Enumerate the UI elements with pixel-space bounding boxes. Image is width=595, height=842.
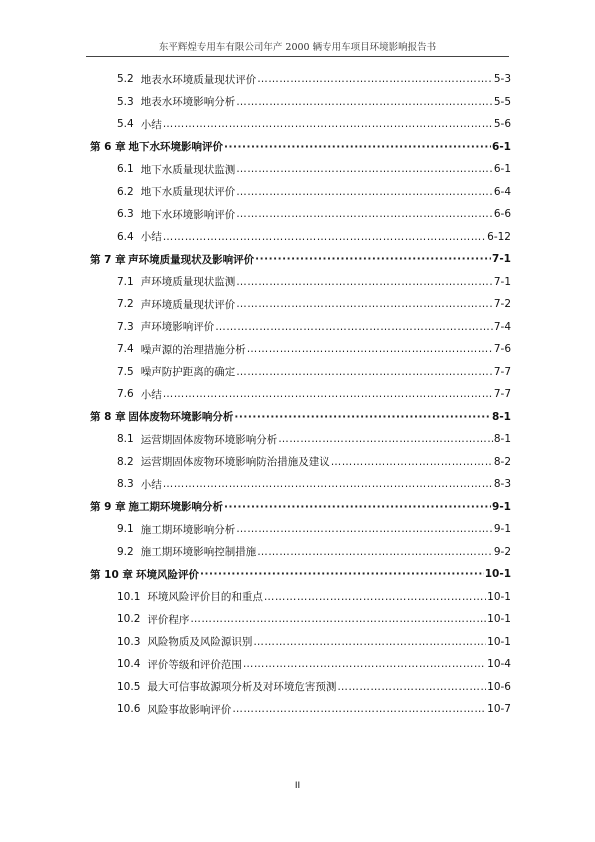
toc-leader-dots	[257, 546, 493, 558]
header-rule	[86, 56, 509, 57]
toc-leader-dots	[236, 208, 493, 220]
toc-chapter-entry[interactable]	[90, 406, 511, 428]
toc-entry-page: 8-1	[493, 433, 511, 445]
toc-entry-number: 6.3	[117, 208, 134, 220]
toc-section-entry[interactable]	[117, 226, 511, 248]
toc-entry-number: 10.2	[117, 613, 141, 625]
toc-section-entry[interactable]	[117, 653, 511, 675]
toc-entry-number: 10.4	[117, 658, 141, 670]
toc-section-entry[interactable]	[117, 428, 511, 450]
toc-section-entry[interactable]	[117, 361, 511, 383]
toc-leader-dots	[232, 703, 486, 715]
toc-leader-dots	[243, 658, 486, 670]
toc-entry-title: 小结	[140, 478, 162, 491]
toc-entry-page: 6-6	[493, 208, 511, 220]
toc-entry-page: 5-6	[493, 118, 511, 130]
toc-entry-number: 5.4	[117, 118, 134, 130]
toc-entry-number: 8.1	[117, 433, 134, 445]
toc-entry-page: 5-5	[493, 95, 511, 108]
toc-entry-page: 10-4	[487, 658, 511, 670]
toc-entry-page: 8-3	[493, 478, 511, 490]
toc-entry-number: 7.6	[117, 388, 134, 400]
toc-leader-dots	[224, 501, 491, 513]
toc-entry-page: 10-1	[487, 635, 511, 648]
toc-entry-page: 7-7	[493, 365, 511, 378]
toc-entry-title: 噪声防护距离的确定	[140, 366, 236, 378]
toc-section-entry[interactable]	[117, 676, 511, 698]
toc-entry-number: 7.4	[117, 343, 134, 355]
toc-entry-title: 地下水质量现状监测	[140, 163, 236, 176]
toc-leader-dots	[163, 388, 493, 400]
toc-entry-number: 第 8 章	[90, 411, 126, 423]
toc-entry-title: 施工期环境影响分析	[140, 523, 236, 536]
toc-leader-dots	[163, 478, 493, 490]
toc-entry-number: 8.2	[117, 455, 134, 468]
toc-entry-title: 环境风险评价目的和重点	[147, 591, 263, 603]
toc-leader-dots	[163, 231, 486, 243]
toc-entry-number: 7.3	[117, 320, 134, 333]
toc-entry-title: 评价等级和评价范围	[147, 658, 242, 671]
toc-entry-title: 声环境质量现状监测	[140, 276, 236, 288]
toc-entry-page: 8-1	[492, 410, 511, 423]
toc-entry-number: 6.2	[117, 185, 134, 198]
toc-leader-dots	[236, 96, 493, 108]
toc-leader-dots	[247, 343, 493, 355]
toc-entry-page: 9-1	[492, 500, 511, 513]
toc-entry-number: 第 9 章	[90, 501, 126, 513]
toc-entry-title: 固体废物环境影响分析	[128, 411, 234, 423]
toc-entry-page: 6-1	[492, 140, 511, 153]
toc-section-entry[interactable]	[117, 451, 511, 473]
toc-entry-number: 第 10 章	[90, 568, 133, 581]
toc-entry-title: 施工期环境影响控制措施	[140, 546, 257, 558]
toc-leader-dots	[200, 568, 484, 580]
toc-entry-number: 9.1	[117, 523, 134, 535]
toc-leader-dots	[215, 321, 493, 333]
toc-entry-title: 小结	[140, 231, 162, 243]
toc-section-entry[interactable]	[117, 518, 511, 540]
toc-section-entry[interactable]	[117, 338, 511, 360]
toc-section-entry[interactable]	[117, 473, 511, 495]
toc-entry-number: 6.4	[117, 230, 134, 243]
toc-entry-number: 第 7 章	[90, 253, 126, 266]
toc-entry-page: 7-6	[493, 343, 511, 355]
toc-section-entry[interactable]	[117, 203, 511, 225]
toc-entry-number: 9.2	[117, 545, 134, 558]
toc-entry-page: 10-1	[487, 590, 511, 603]
toc-leader-dots	[236, 523, 493, 535]
toc-entry-number: 第 6 章	[90, 141, 126, 153]
toc-entry-title: 地表水环境质量现状评价	[140, 73, 257, 86]
toc-entry-page: 7-2	[493, 298, 511, 310]
toc-entry-page: 9-2	[493, 545, 511, 558]
toc-entry-page: 6-4	[493, 185, 511, 198]
toc-entry-page: 5-3	[493, 73, 511, 85]
toc-section-entry[interactable]	[117, 271, 511, 293]
toc-entry-number: 10.5	[117, 680, 141, 693]
toc-entry-page: 6-12	[487, 230, 511, 243]
toc-entry-page: 10-1	[484, 568, 511, 580]
toc-entry-title: 噪声源的治理措施分析	[140, 343, 246, 356]
toc-section-entry[interactable]	[117, 158, 511, 180]
toc-leader-dots	[236, 366, 493, 378]
toc-leader-dots	[257, 73, 493, 85]
toc-chapter-entry[interactable]	[90, 496, 511, 518]
toc-entry-title: 地下水环境影响评价	[128, 141, 224, 153]
toc-entry-title: 地下水质量现状评价	[140, 186, 236, 198]
toc-entry-page: 7-1	[493, 275, 511, 288]
toc-chapter-entry[interactable]	[90, 563, 511, 585]
toc-entry-number: 7.1	[117, 275, 134, 288]
toc-chapter-entry[interactable]	[90, 248, 511, 270]
toc-entry-page: 6-1	[493, 163, 511, 175]
toc-leader-dots	[236, 298, 493, 310]
toc-leader-dots	[264, 591, 486, 603]
toc-entry-number: 5.3	[117, 95, 134, 108]
toc-section-entry[interactable]	[117, 698, 511, 720]
toc-entry-title: 风险事故影响评价	[147, 703, 232, 716]
toc-leader-dots	[190, 613, 486, 625]
toc-leader-dots	[331, 456, 493, 468]
toc-section-entry[interactable]	[117, 181, 511, 203]
toc-section-entry[interactable]	[117, 541, 511, 563]
toc-leader-dots	[234, 411, 491, 423]
toc-leader-dots	[278, 433, 493, 445]
toc-leader-dots	[236, 186, 493, 198]
toc-section-entry[interactable]	[117, 586, 511, 608]
toc-section-entry[interactable]	[117, 91, 511, 113]
toc-entry-page: 7-4	[493, 320, 511, 333]
toc-section-entry[interactable]	[117, 608, 511, 630]
toc-section-entry[interactable]	[117, 316, 511, 338]
toc-entry-number: 7.2	[117, 298, 134, 310]
toc-leader-dots	[224, 141, 491, 153]
toc-entry-title: 地下水环境影响评价	[140, 208, 236, 221]
toc-section-entry[interactable]	[117, 293, 511, 315]
toc-entry-number: 10.6	[117, 703, 141, 715]
toc-entry-number: 10.3	[117, 635, 141, 648]
toc-section-entry[interactable]	[117, 631, 511, 653]
toc-entry-number: 5.2	[117, 73, 134, 85]
toc-entry-title: 最大可信事故源项分析及对环境危害预测	[147, 681, 337, 693]
toc-entry-page: 10-7	[487, 703, 511, 715]
toc-entry-page: 10-1	[487, 613, 511, 625]
toc-section-entry[interactable]	[117, 113, 511, 135]
toc-leader-dots	[236, 163, 493, 175]
toc-entry-title: 小结	[140, 118, 162, 131]
toc-entry-title: 声环境质量现状评价	[140, 298, 236, 311]
toc-leader-dots	[337, 681, 486, 693]
toc-entry-title: 环境风险评价	[136, 568, 200, 581]
toc-leader-dots	[253, 636, 486, 648]
toc-entry-page: 10-6	[487, 680, 511, 693]
toc-entry-title: 声环境影响评价	[140, 321, 215, 333]
toc-entry-title: 运营期固体废物环境影响分析	[140, 433, 278, 446]
page-number: II	[294, 781, 301, 791]
toc-entry-title: 声环境质量现状及影响评价	[128, 253, 255, 266]
toc-entry-number: 8.3	[117, 478, 134, 490]
toc-entry-page: 8-2	[493, 455, 511, 468]
toc-leader-dots	[255, 253, 491, 265]
toc-entry-title: 风险物质及风险源识别	[147, 636, 253, 648]
toc-section-entry[interactable]	[117, 68, 511, 90]
toc-entry-page: 7-1	[492, 253, 511, 265]
toc-leader-dots	[236, 276, 493, 288]
toc-entry-number: 10.1	[117, 590, 141, 603]
toc-entry-title: 小结	[140, 388, 162, 401]
running-header: 东平辉煌专用车有限公司年产 2000 辆专用车项目环境影响报告书	[158, 42, 437, 53]
toc-chapter-entry[interactable]	[90, 136, 511, 158]
toc-section-entry[interactable]	[117, 383, 511, 405]
toc-entry-number: 6.1	[117, 163, 134, 175]
toc-entry-page: 7-7	[493, 388, 511, 400]
toc-entry-title: 运营期固体废物环境影响防治措施及建议	[140, 456, 330, 468]
toc-entry-title: 评价程序	[147, 613, 190, 626]
toc-entry-number: 7.5	[117, 365, 134, 378]
toc-entry-page: 9-1	[493, 523, 511, 535]
toc-entry-title: 施工期环境影响分析	[128, 501, 224, 513]
toc-entry-title: 地表水环境影响分析	[140, 96, 236, 108]
toc-leader-dots	[163, 118, 493, 130]
